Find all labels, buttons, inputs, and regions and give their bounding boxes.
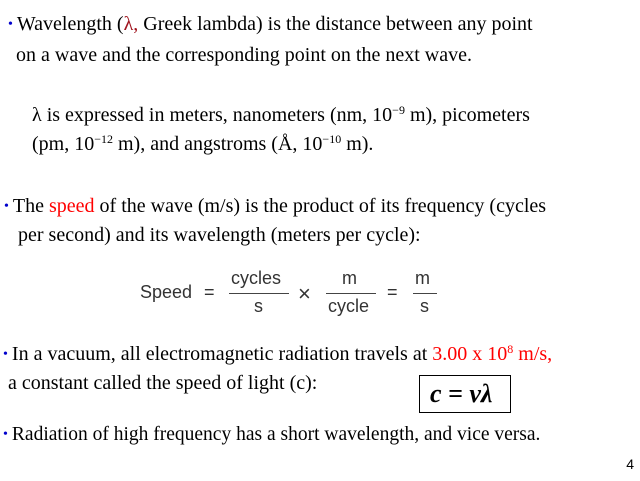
units-text-a: λ is expressed in meters, nanometers (nm, 10 <box>32 104 393 126</box>
speed-of-light-exponent: 8 <box>507 342 514 356</box>
fraction-1-numerator: cycles <box>231 268 282 288</box>
bullet-icon: • <box>4 199 9 214</box>
formula-box <box>419 375 511 413</box>
speed-equation <box>140 268 440 320</box>
bullet-2-text-a: The <box>12 195 49 217</box>
equals-sign: = <box>204 282 215 302</box>
bullet-1-line-1 <box>8 12 533 39</box>
fraction-3-numerator: m <box>415 268 430 288</box>
page-number: 4 <box>626 456 634 472</box>
fraction-3-denominator: s <box>420 296 429 316</box>
bullet-3-line-1 <box>3 342 552 369</box>
bullet-2-text-b: of the wave (m/s) is the product of its frequency (cycles <box>94 195 547 217</box>
fraction-2-numerator: m <box>342 268 357 288</box>
fraction-2-denominator: cycle <box>328 296 370 316</box>
units-line-1 <box>32 103 530 127</box>
bullet-icon: • <box>3 347 8 362</box>
bullet-4-text: Radiation of high frequency has a short wavelength, and vice versa. <box>11 424 541 445</box>
bullet-icon: • <box>8 17 13 32</box>
fraction-2-bar <box>326 293 376 294</box>
bullet-3-text-a: In a vacuum, all electromagnetic radiation travels at <box>11 343 433 365</box>
lambda-symbol: λ, <box>123 13 139 35</box>
speed-highlight: speed <box>49 195 95 217</box>
units-text-c: (pm, 10 <box>32 133 95 155</box>
fraction-1-bar <box>229 293 289 294</box>
equation-lhs: Speed <box>140 282 193 302</box>
speed-of-light-unit: m/s, <box>513 343 553 365</box>
fraction-3-bar <box>413 293 437 294</box>
bullet-1-line-2: on a wave and the corresponding point on the next wave. <box>16 44 472 66</box>
pm-exponent: −12 <box>94 132 113 146</box>
bullet-4-line-1 <box>3 423 540 449</box>
bullet-1-text-b: Greek lambda) is the distance between any point <box>138 13 533 35</box>
times-sign: × <box>298 281 311 306</box>
bullet-2-line-2: per second) and its wavelength (meters per cycle): <box>18 224 421 246</box>
nm-exponent: −9 <box>392 103 405 117</box>
formula-text: c = νλ <box>430 379 493 408</box>
bullet-icon: • <box>3 427 8 442</box>
angstrom-exponent: −10 <box>322 132 342 146</box>
units-text-d: m), and angstroms (Å, 10 <box>113 133 323 155</box>
bullet-3-line-2: a constant called the speed of light (c): <box>8 372 318 394</box>
bullet-1-text-a: Wavelength ( <box>16 13 124 35</box>
bullet-2-line-1 <box>4 194 546 221</box>
units-text-e: m). <box>341 133 374 155</box>
speed-of-light-value: 3.00 x 10 <box>432 343 508 365</box>
units-text-b: m), picometers <box>404 104 530 126</box>
equals-sign: = <box>387 282 398 302</box>
fraction-1-denominator: s <box>254 296 263 316</box>
units-line-2 <box>32 132 373 156</box>
